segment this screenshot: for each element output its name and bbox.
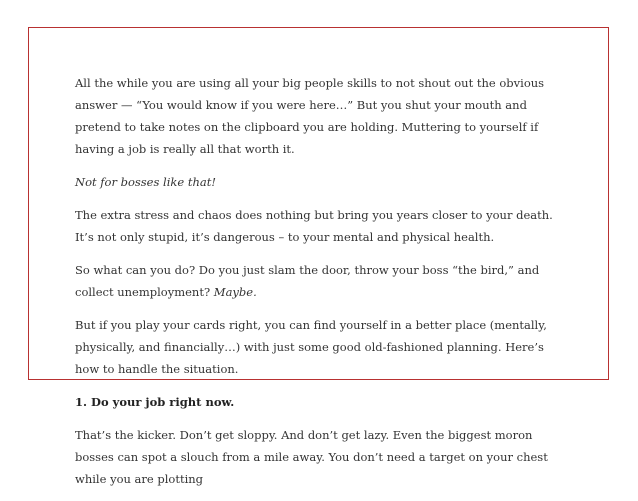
paragraph-what-to-do (75, 259, 567, 303)
italic-remark-text: Not for bosses like that! (75, 175, 216, 189)
paragraph-kicker: That’s the kicker. Don’t get sloppy. And don’t get lazy. Even the biggest moron bosses can spot a slouch from a mile away. You don’t need a target on your chest while you are plotting (75, 428, 548, 486)
paragraph-stress: The extra stress and chaos does nothing but bring you years closer to your death. It’s not only stupid, it’s dangerous – to your mental and physical health. (75, 208, 553, 244)
section-heading: 1. Do your job right now. (75, 395, 235, 409)
paragraph-italic-remark (75, 171, 567, 193)
page-frame (28, 27, 609, 486)
document-body (75, 72, 567, 501)
what-to-do-text: So what can you do? Do you just slam the door, throw your boss “the bird,” and collect unemployment? (75, 263, 540, 299)
paragraph-intro: All the while you are using all your big people skills to not shout out the obvious answer — “You would know if you were here…” But you shut your mouth and pretend to take notes on the clipboard you are holding. Muttering to yourself if having a job is really all that worth it. (75, 76, 545, 156)
maybe-emphasis: Maybe. (213, 285, 257, 299)
paragraph-play-cards: But if you play your cards right, you can find yourself in a better place (mentally, physically, and financially…) with just some good old-fashioned planning. Here’s how to handle the situation. (75, 318, 547, 376)
